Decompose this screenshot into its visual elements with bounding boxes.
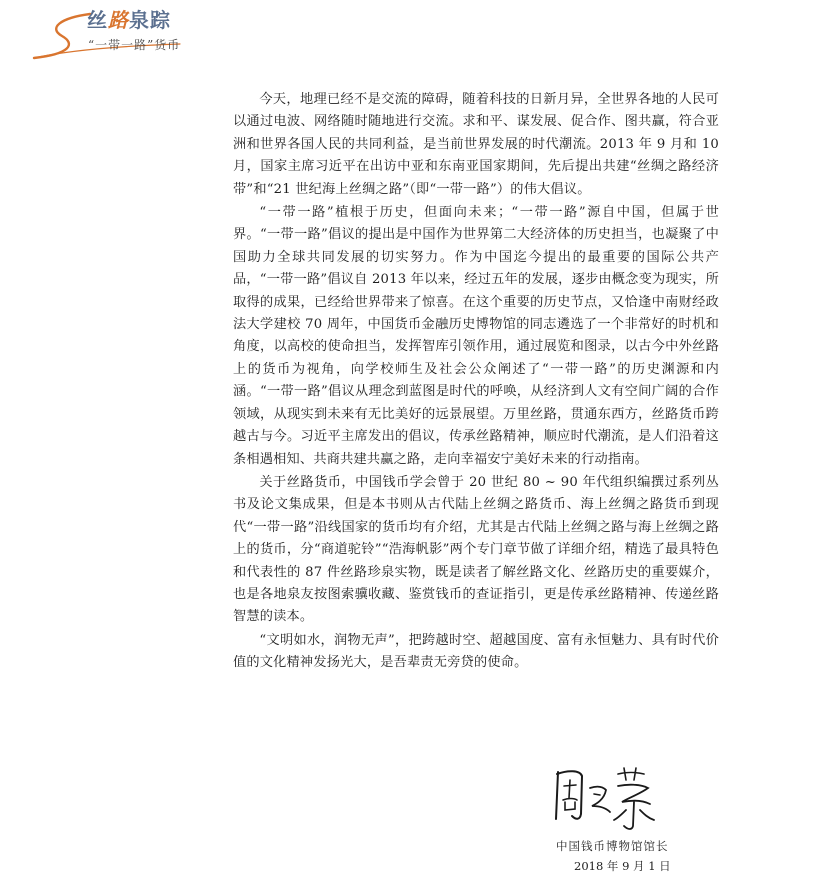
body-text <box>233 89 719 676</box>
logo-title <box>87 4 171 33</box>
header-logo <box>30 0 270 70</box>
paragraph-3: 关于丝路货币，中国钱币学会曾于 20 世纪 80 ~ 90 年代组织编撰过系列丛书及论文集成果，但是本书则从古代陆上丝绸之路货币、海上丝绸之路货币到现代“一带一路”沿线国家的货币均有介绍，尤其是古代陆上丝绸之路与海上丝绸之路上的货币，分“商道驼铃”“浩海帆影”两个专门章节做了详细介绍，精选了最具特色和代表性的 87 件丝路珍泉实物，既是读者了解丝路文化、丝路历史的重要媒介，也是各地泉友按图索骥收藏、鉴赏钱币的查证指引，更是传承丝路精神、传递丝路智慧的读本。 <box>233 474 719 625</box>
paragraph-2: “一带一路”植根于历史，但面向未来；“一带一路”源自中国，但属于世界。“一带一路”倡议的提出是中国作为世界第二大经济体的历史担当，也凝聚了中国助力全球共同发展的切实努力。作为中国迄今提出的最重要的国际公共产品，“一带一路”倡议自 2013 年以来，经过五年的发展，逐步由概念变为现实，所取得的成果，已经给世界带来了惊喜。在这个重要的历史节点，又恰逢中南财经政法大学建校 70 周年，中国货币金融历史博物馆的同志遴选了一个非常好的时机和角度，以高校的使命担当，发挥智库引领作用，通过展览和图录，以古今中外丝路上的货币为视角，向学校师生及社会公众阐述了“一带一路”的历史渊源和内涵。“一带一路”倡议从理念到蓝图是时代的呼唤，从经济到人文有空间广阔的合作领域，从现实到未来有无比美好的远景展望。万里丝路，贯通东西方，丝路货币跨越古与今。习近平主席发出的倡议，传承丝路精神，顺应时代潮流，是人们沿着这条相遇相知、共商共建共赢之路，走向幸福安宁美好未来的行动指南。 <box>233 205 719 467</box>
signature-date: 2018 年 9 月 1 日 <box>574 859 671 873</box>
logo-title-part2: 泉踪 <box>129 8 171 32</box>
signature-title: 中国钱币博物馆馆长 <box>556 839 669 853</box>
logo-title-accent: 路 <box>108 8 129 32</box>
handwritten-signature <box>548 764 668 834</box>
logo-title-part1: 丝 <box>87 8 108 32</box>
logo-subtitle: “一带一路”货币 <box>88 38 181 52</box>
paragraph-4: “文明如水，润物无声”，把跨越时空、超越国度、富有永恒魅力、具有时代价值的文化精神发扬光大，是吾辈责无旁贷的使命。 <box>233 632 719 671</box>
paragraph-1: 今天，地理已经不是交流的障碍，随着科技的日新月异，全世界各地的人民可以通过电波、网络随时随地进行交流。求和平、谋发展、促合作、图共赢，符合亚洲和世界各国人民的共同利益，是当前世界发展的时代潮流。2013 年 9 月和 10 月，国家主席习近平在出访中亚和东南亚国家期间，先后提出共建“丝绸之路经济带”和“21 世纪海上丝绸之路”（即“一带一路”）的伟大倡议。 <box>233 92 719 197</box>
